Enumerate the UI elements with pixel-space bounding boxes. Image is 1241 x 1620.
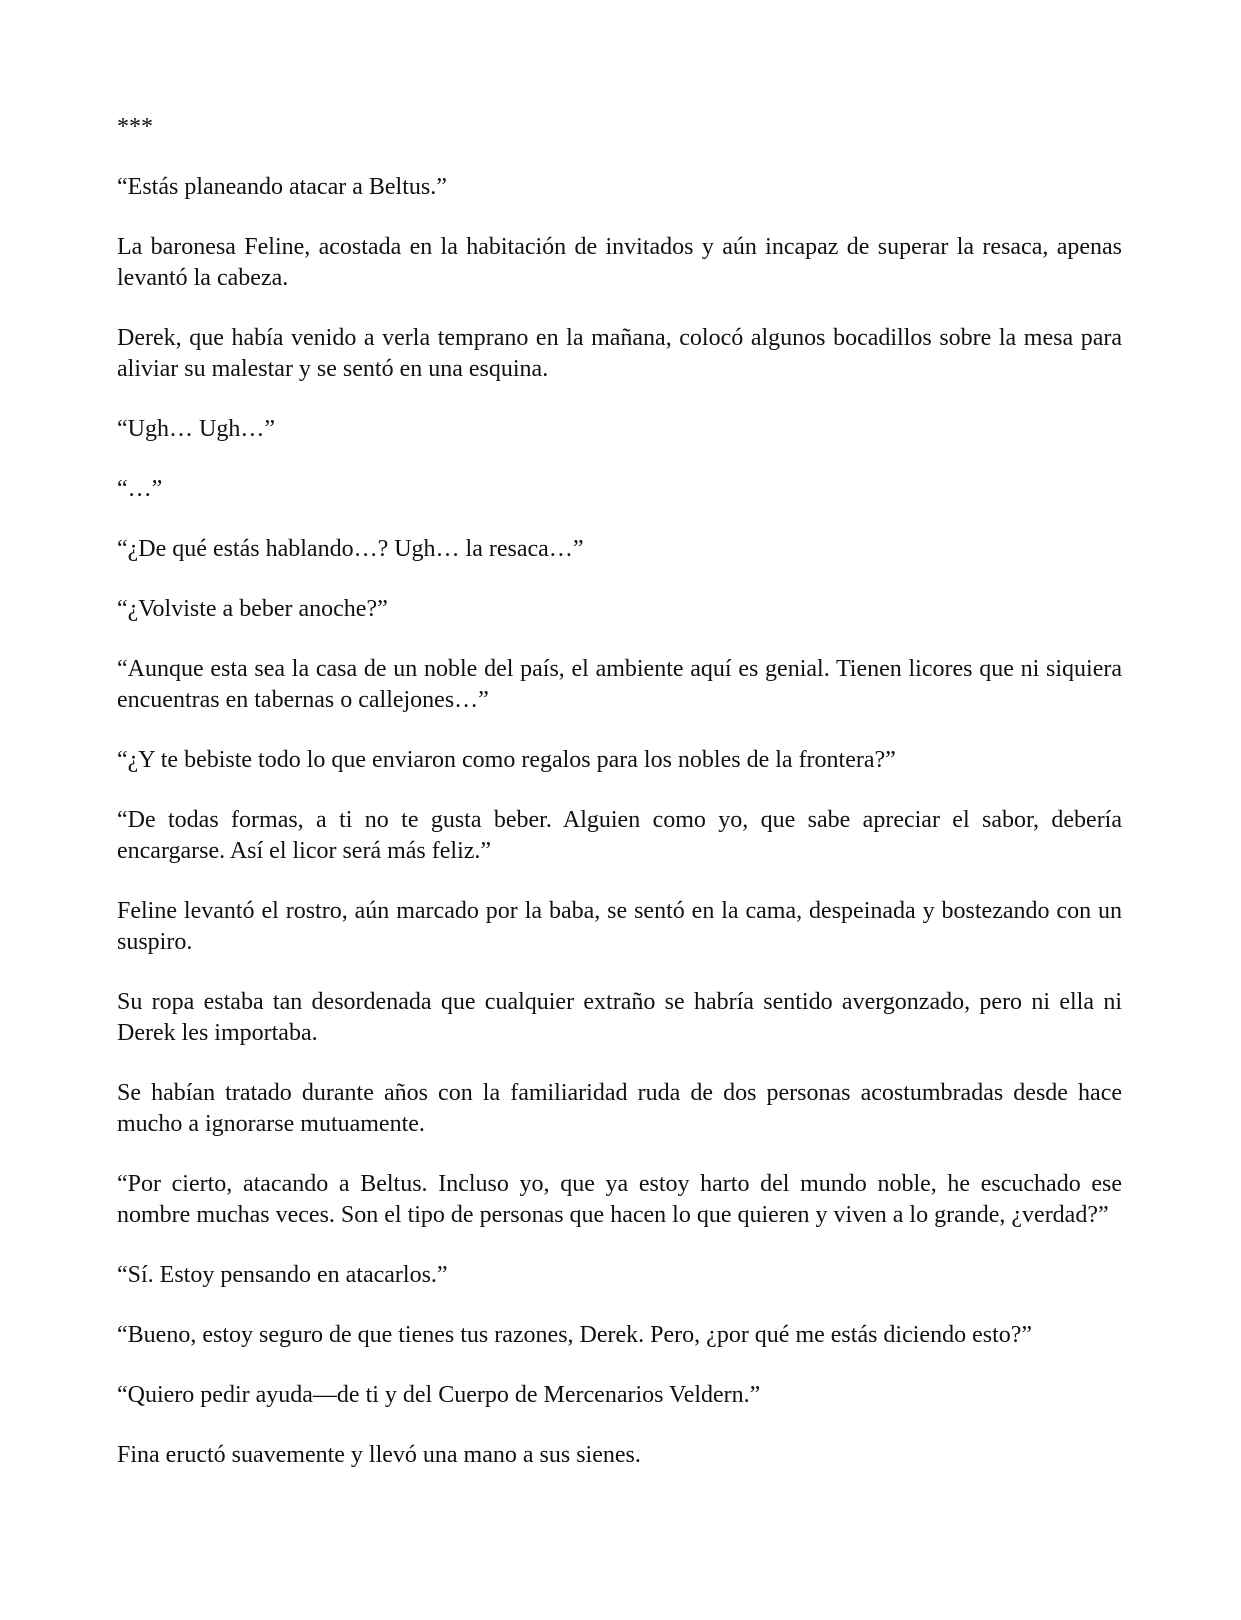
document-body: [117, 112, 1122, 1471]
paragraph-17: “Quiero pedir ayuda—de ti y del Cuerpo de Mercenarios Veldern.”: [117, 1382, 761, 1408]
paragraph-11: Feline levantó el rostro, aún marcado por la baba, se sentó en la cama, despeinada y bostezando con un suspiro.: [117, 898, 1122, 955]
paragraph-16: “Bueno, estoy seguro de que tienes tus razones, Derek. Pero, ¿por qué me estás diciendo esto?”: [117, 1322, 1033, 1348]
scene-separator: ***: [117, 114, 153, 140]
paragraph-14: “Por cierto, atacando a Beltus. Incluso yo, que ya estoy harto del mundo noble, he escuchado ese nombre muchas veces. Son el tipo de personas que hacen lo que quieren y viven a lo grande, ¿verdad?”: [117, 1171, 1122, 1228]
paragraph-6: “¿De qué estás hablando…? Ugh… la resaca…”: [117, 536, 584, 562]
paragraph-5: “…”: [117, 476, 163, 502]
paragraph-1: “Estás planeando atacar a Beltus.”: [117, 174, 447, 200]
paragraph-8: “Aunque esta sea la casa de un noble del país, el ambiente aquí es genial. Tienen licores que ni siquiera encuentras en tabernas o callejones…”: [117, 656, 1122, 713]
paragraph-9: “¿Y te bebiste todo lo que enviaron como regalos para los nobles de la frontera?”: [117, 747, 896, 773]
paragraph-4: “Ugh… Ugh…”: [117, 416, 275, 442]
paragraph-12: Su ropa estaba tan desordenada que cualquier extraño se habría sentido avergonzado, pero ni ella ni Derek les importaba.: [117, 989, 1122, 1046]
paragraph-2: La baronesa Feline, acostada en la habitación de invitados y aún incapaz de superar la resaca, apenas levantó la cabeza.: [117, 234, 1122, 291]
paragraph-7: “¿Volviste a beber anoche?”: [117, 596, 388, 622]
paragraph-18: Fina eructó suavemente y llevó una mano a sus sienes.: [117, 1442, 641, 1468]
paragraph-10: “De todas formas, a ti no te gusta beber. Alguien como yo, que sabe apreciar el sabor, debería encargarse. Así el licor será más feliz.”: [117, 807, 1122, 864]
paragraph-13: Se habían tratado durante años con la familiaridad ruda de dos personas acostumbradas desde hace mucho a ignorarse mutuamente.: [117, 1080, 1122, 1137]
paragraph-15: “Sí. Estoy pensando en atacarlos.”: [117, 1262, 448, 1288]
paragraph-3: Derek, que había venido a verla temprano en la mañana, colocó algunos bocadillos sobre la mesa para aliviar su malestar y se sentó en una esquina.: [117, 325, 1122, 382]
